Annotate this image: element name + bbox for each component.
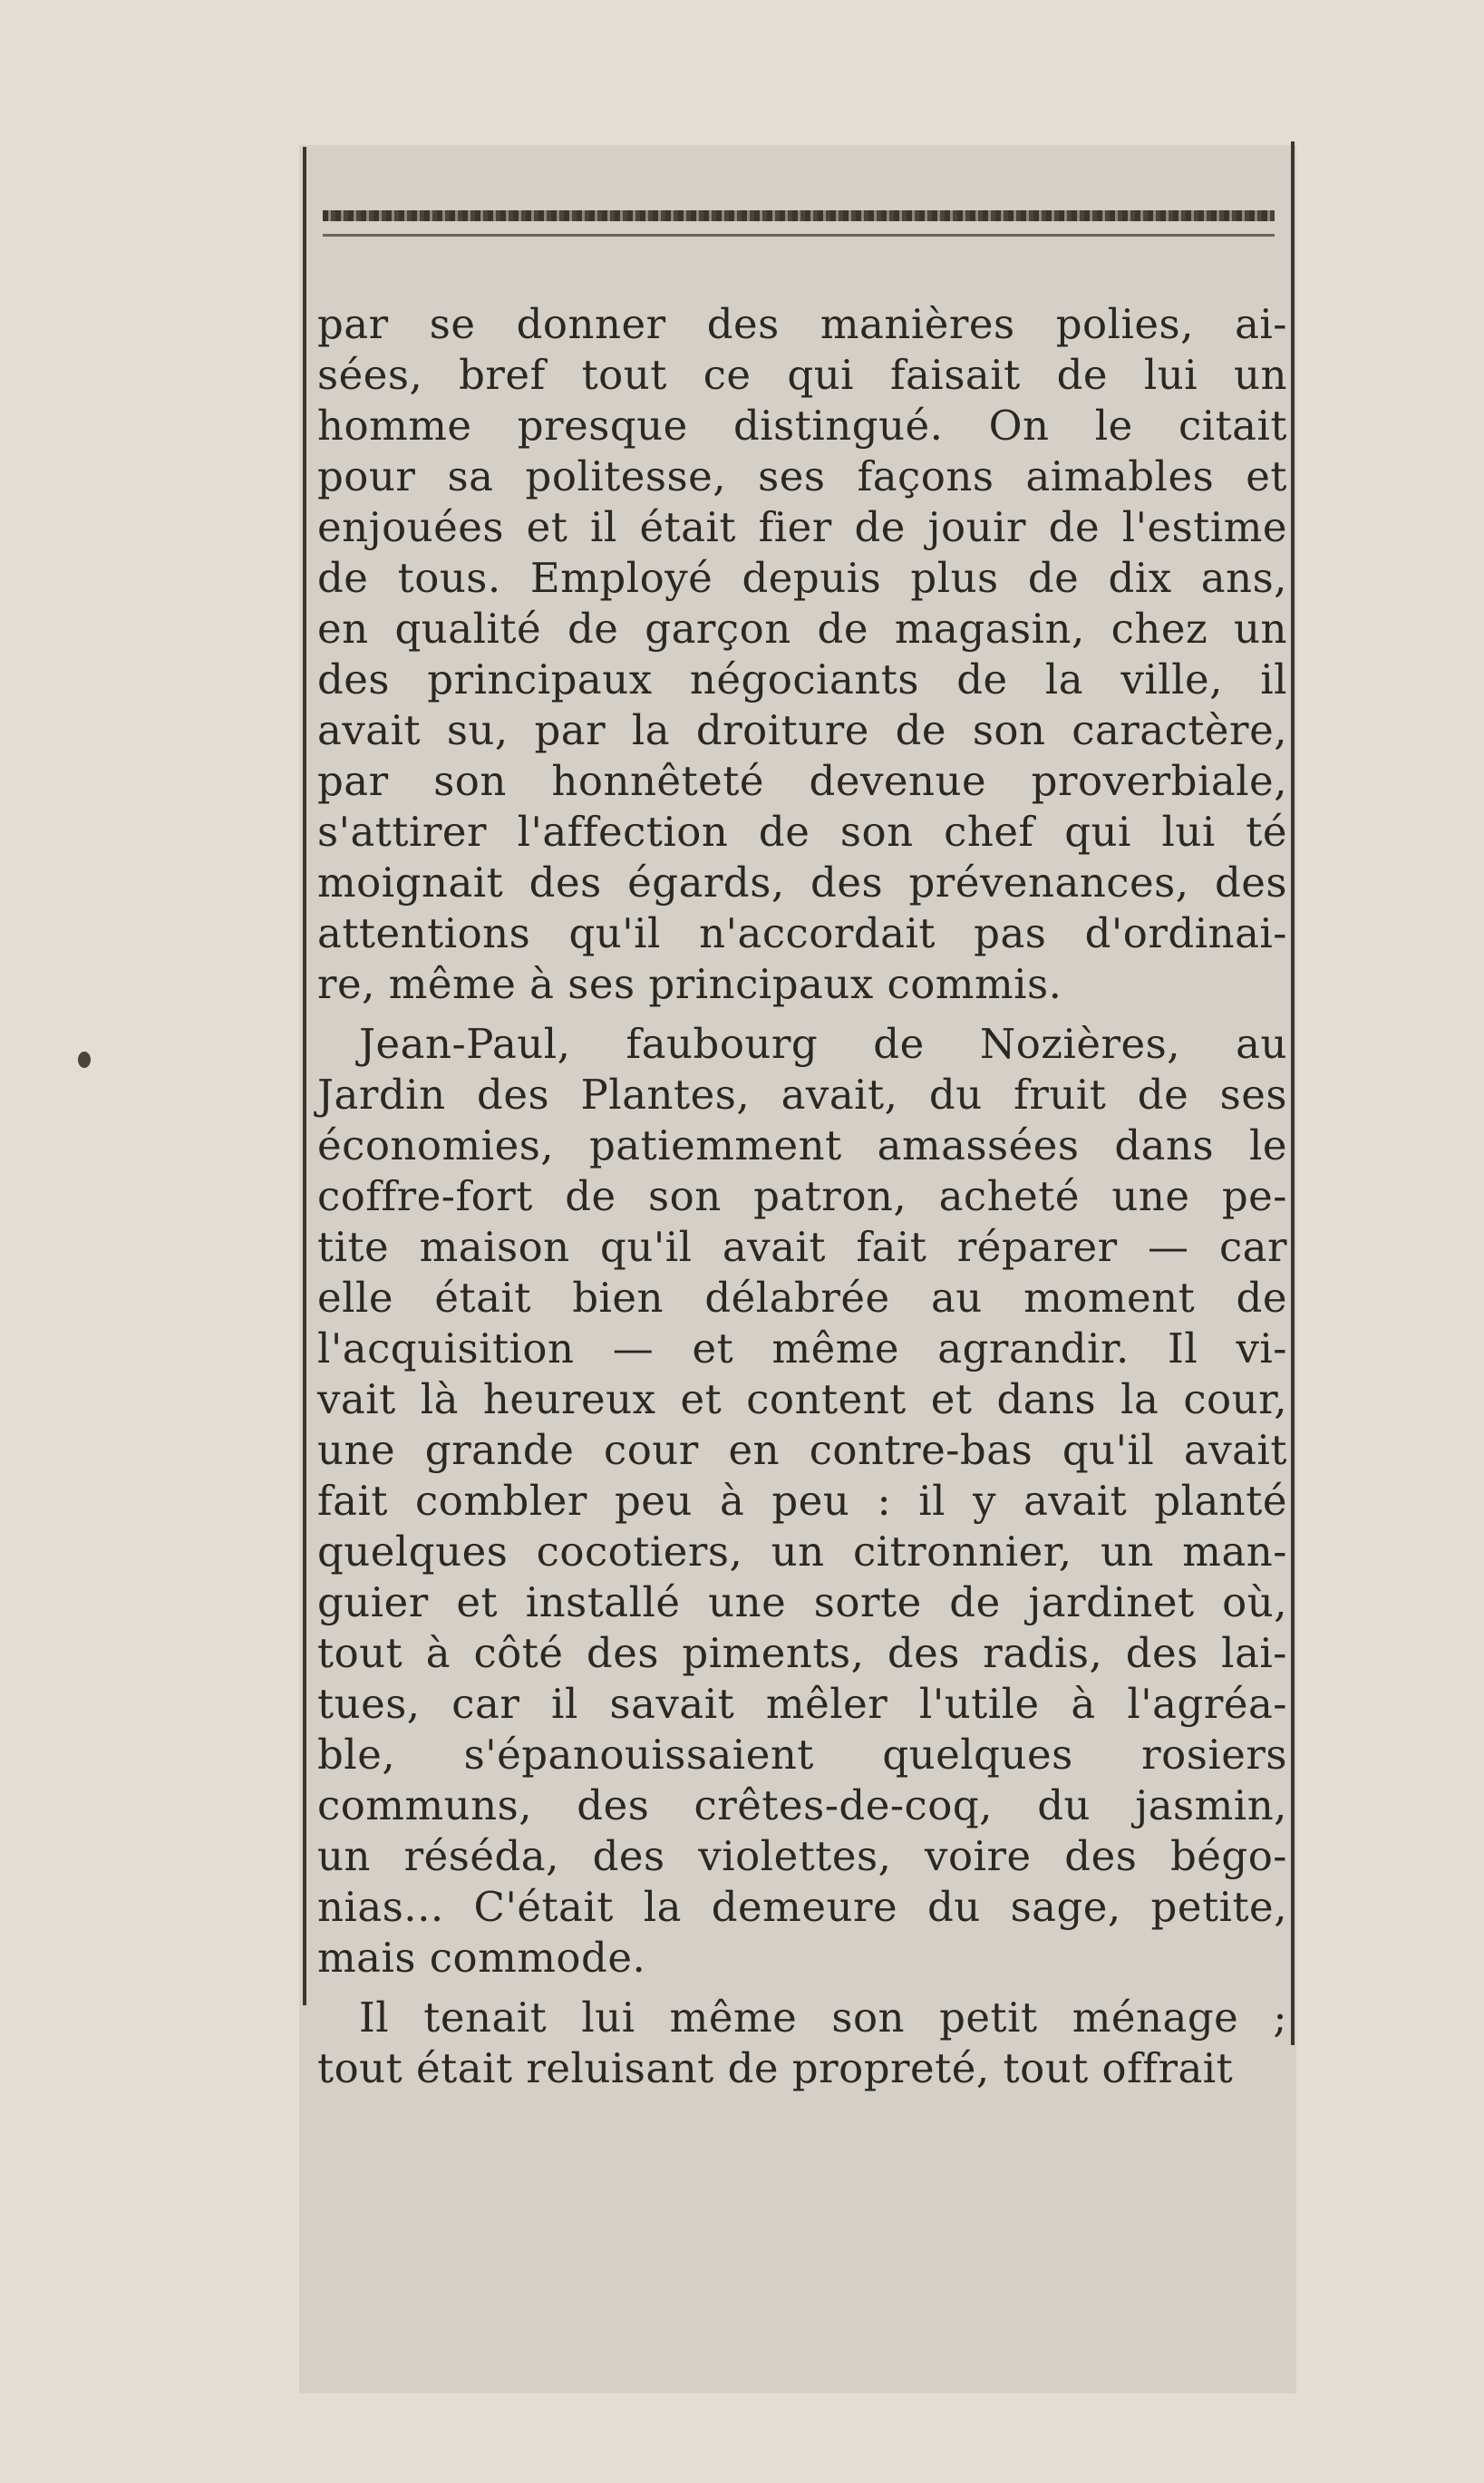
text-line: sées, bref tout ce qui faisait de lui un	[317, 351, 1287, 399]
text-line: économies, patiemment amassées dans le	[317, 1121, 1287, 1169]
text-line: homme presque distingué. On le citait	[317, 402, 1287, 450]
column-rule-right	[1291, 141, 1295, 2045]
paragraph	[317, 299, 1287, 1010]
text-line: Jean-Paul, faubourg de Nozières, au	[359, 1020, 1287, 1068]
text-line: des principaux négociants de la ville, il	[317, 655, 1287, 703]
paragraph	[317, 1019, 1287, 1983]
text-line: coffre-fort de son patron, acheté une pe-	[317, 1172, 1287, 1220]
ink-speck	[78, 1052, 91, 1068]
text-line: moignait des égards, des prévenances, des	[317, 858, 1287, 907]
text-line: de tous. Employé depuis plus de dix ans,	[317, 554, 1287, 602]
header-ornament-band	[323, 210, 1275, 221]
article-column	[317, 299, 1287, 2094]
text-line: par son honnêteté devenue proverbiale,	[317, 757, 1287, 805]
text-line: mais commode.	[317, 1934, 646, 1982]
paragraph-gap	[317, 1983, 1287, 1993]
column-rule-left	[303, 147, 306, 2005]
text-line: tout était reluisant de propreté, tout offrait	[317, 2044, 1234, 2092]
text-line: vait là heureux et content et dans la cour,	[317, 1375, 1287, 1423]
text-line: enjouées et il était fier de jouir de l'estime	[317, 503, 1287, 551]
text-line: tues, car il savait mêler l'utile à l'agréa-	[317, 1680, 1287, 1728]
text-line: Il tenait lui même son petit ménage ;	[359, 1993, 1287, 2042]
text-line: re, même à ses principaux commis.	[317, 960, 1062, 1008]
text-line: tite maison qu'il avait fait réparer — car	[317, 1223, 1287, 1271]
text-line: Jardin des Plantes, avait, du fruit de ses	[317, 1071, 1287, 1119]
text-line: quelques cocotiers, un citronnier, un man-	[317, 1528, 1287, 1576]
paragraph-gap	[317, 1010, 1287, 1019]
text-line: s'attirer l'affection de son chef qui lui té	[317, 808, 1287, 856]
text-line: pour sa politesse, ses façons aimables et	[317, 452, 1287, 500]
text-line: guier et installé une sorte de jardinet où,	[317, 1578, 1287, 1626]
text-line: une grande cour en contre-bas qu'il avait	[317, 1426, 1287, 1474]
text-line: un réséda, des violettes, voire des bégo-	[317, 1832, 1287, 1880]
text-line: ble, s'épanouissaient quelques rosiers	[317, 1731, 1287, 1779]
text-line: attentions qu'il n'accordait pas d'ordinai-	[317, 909, 1287, 957]
text-line: en qualité de garçon de magasin, chez un	[317, 605, 1287, 653]
text-line: l'acquisition — et même agrandir. Il vi-	[317, 1324, 1287, 1372]
text-line: communs, des crêtes-de-coq, du jasmin,	[317, 1781, 1287, 1829]
text-line: fait combler peu à peu : il y avait planté	[317, 1477, 1287, 1525]
text-line: tout à côté des piments, des radis, des lai-	[317, 1629, 1287, 1677]
text-line: elle était bien délabrée au moment de	[317, 1274, 1287, 1322]
text-line: nias... C'était la demeure du sage, petite,	[317, 1883, 1287, 1931]
text-line: par se donner des manières polies, ai-	[317, 300, 1287, 348]
text-line: avait su, par la droiture de son caractère,	[317, 706, 1287, 754]
header-rule	[323, 234, 1275, 237]
paragraph	[317, 1993, 1287, 2094]
